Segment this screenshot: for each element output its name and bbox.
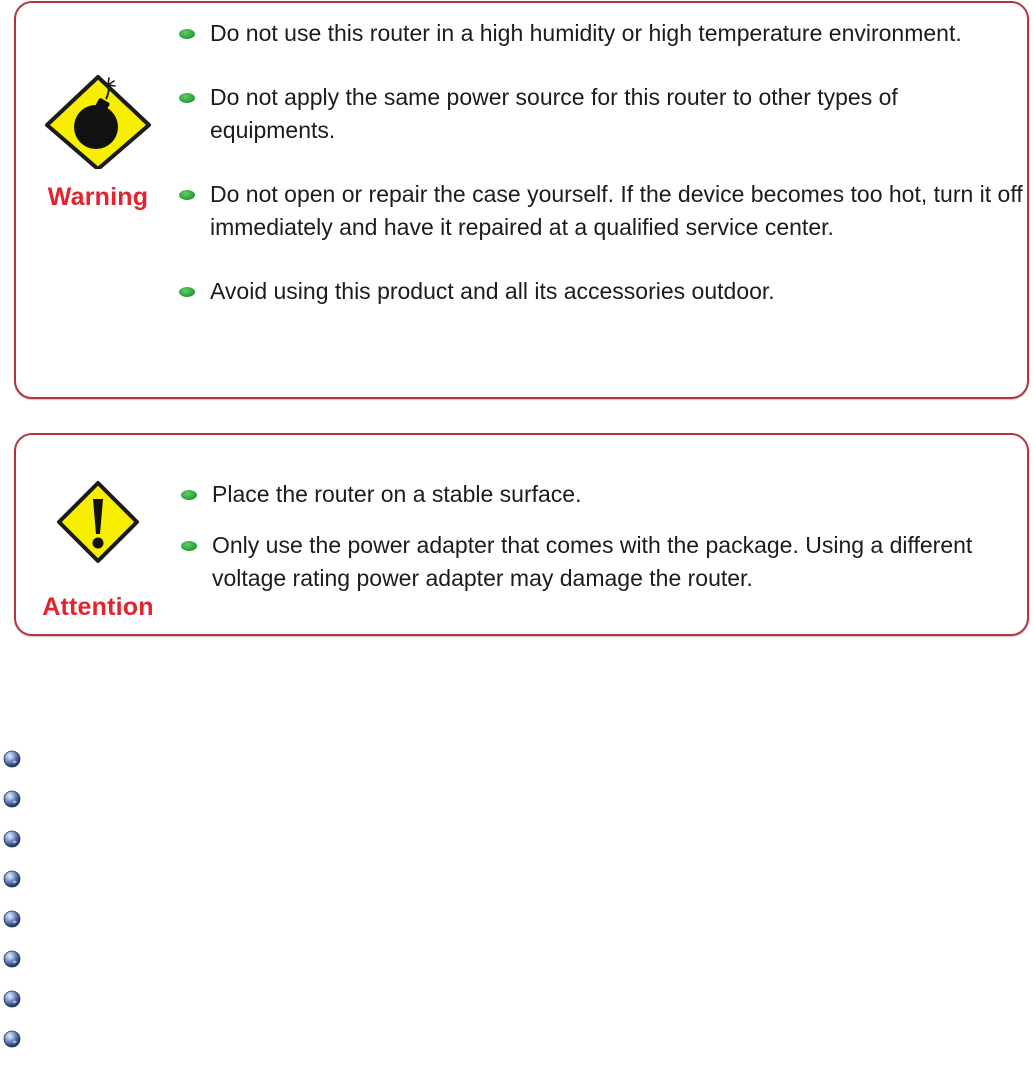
warning-item <box>174 17 1024 50</box>
globe-list-item <box>0 1028 400 1048</box>
green-bullet-icon <box>179 287 195 297</box>
globe-bullet-icon <box>3 750 21 768</box>
globe-bullet-icon <box>3 910 21 928</box>
attention-item-text: Place the router on a stable surface. <box>212 481 582 507</box>
globe-bullet-icon <box>3 990 21 1008</box>
warning-notice <box>14 1 1029 399</box>
warning-item-text: Do not open or repair the case yourself. If the device becomes too hot, turn it off immediately and have it repaired at a qualified service center. <box>210 181 1023 240</box>
globe-bullet-icon <box>3 1030 21 1048</box>
globe-bullet-list <box>0 748 400 1068</box>
attention-notice <box>14 433 1029 636</box>
exclamation-warning-icon <box>55 479 141 565</box>
globe-bullet-icon <box>3 830 21 848</box>
globe-list-item <box>0 748 400 768</box>
globe-list-item <box>0 948 400 968</box>
globe-bullet-icon <box>3 950 21 968</box>
attention-item-text: Only use the power adapter that comes with the package. Using a different voltage rating power adapter may damage the router. <box>212 532 973 591</box>
green-bullet-icon <box>181 541 197 551</box>
globe-list-item <box>0 868 400 888</box>
warning-item-text: Avoid using this product and all its accessories outdoor. <box>210 278 775 304</box>
warning-item <box>174 275 1024 308</box>
warning-item-text: Do not apply the same power source for this router to other types of equipments. <box>210 84 898 143</box>
attention-badge <box>36 479 160 622</box>
attention-list <box>176 478 1016 595</box>
green-bullet-icon <box>179 190 195 200</box>
warning-label: Warning <box>47 183 149 211</box>
attention-item <box>176 478 1016 511</box>
bomb-warning-icon <box>42 67 154 169</box>
globe-list-item <box>0 828 400 848</box>
warning-item <box>174 178 1024 244</box>
globe-bullet-icon <box>3 870 21 888</box>
green-bullet-icon <box>181 490 197 500</box>
attention-label: Attention <box>42 593 154 621</box>
warning-item <box>174 81 1024 147</box>
green-bullet-icon <box>179 29 195 39</box>
green-bullet-icon <box>179 93 195 103</box>
warning-list <box>174 17 1024 308</box>
warning-badge <box>38 67 158 212</box>
warning-item-text: Do not use this router in a high humidity or high temperature environment. <box>210 20 962 46</box>
attention-item <box>176 529 1016 595</box>
globe-list-item <box>0 908 400 928</box>
globe-bullet-icon <box>3 790 21 808</box>
globe-list-item <box>0 988 400 1008</box>
globe-list-item <box>0 788 400 808</box>
